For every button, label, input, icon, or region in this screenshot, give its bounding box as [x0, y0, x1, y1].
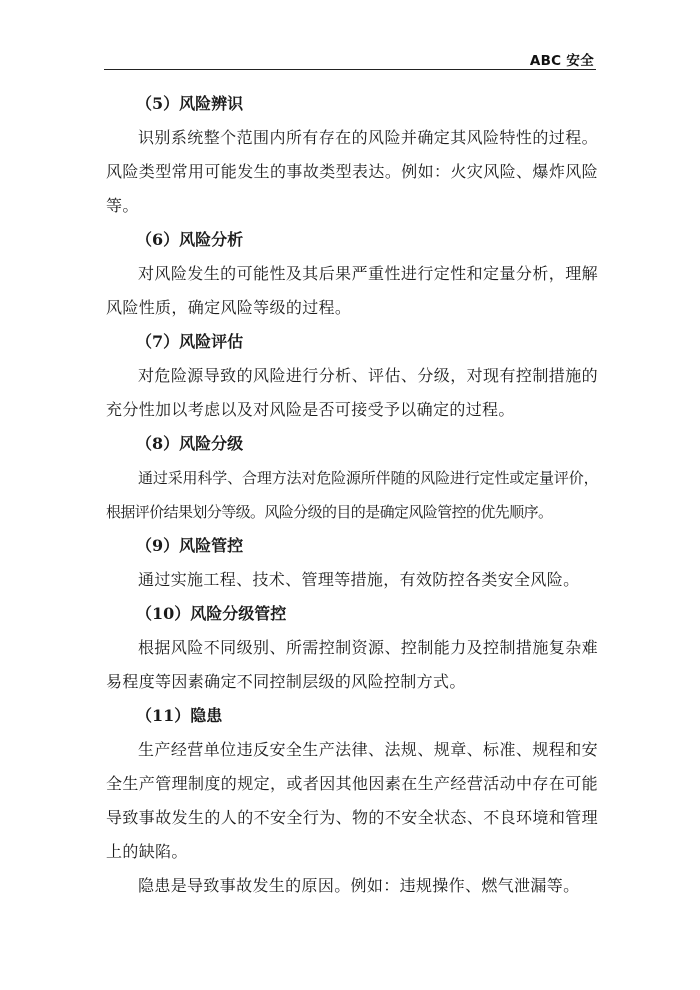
section-risk-assessment: [106, 325, 598, 427]
section-paragraph: 通过实施工程、技术、管理等措施，有效防控各类安全风险。: [138, 570, 580, 589]
section-heading: （11）隐患: [136, 706, 223, 725]
section-risk-analysis: [106, 223, 598, 325]
section-paragraph: 对危险源导致的风险进行分析、评估、分级，对现有控制措施的充分性加以考虑以及对风险是否可接受予以确定的过程。: [106, 366, 598, 419]
section-hidden-hazard: [106, 699, 598, 903]
document-body: [106, 87, 598, 903]
section-heading: （5）风险辨识: [136, 94, 244, 113]
header-rule: [104, 69, 596, 70]
section-paragraph: 通过采用科学、合理方法对危险源所伴随的风险进行定性或定量评价，根据评价结果划分等级。风险分级的目的是确定风险管控的优先顺序。: [106, 469, 598, 521]
section-graded-risk-control: [106, 597, 598, 699]
section-paragraph: 对风险发生的可能性及其后果严重性进行定性和定量分析，理解风险性质，确定风险等级的过程。: [106, 264, 598, 317]
section-paragraph: 根据风险不同级别、所需控制资源、控制能力及控制措施复杂难易程度等因素确定不同控制层级的风险控制方式。: [106, 638, 598, 691]
section-heading: （7）风险评估: [136, 332, 244, 351]
section-paragraph: 生产经营单位违反安全生产法律、法规、规章、标准、规程和安全生产管理制度的规定，或者因其他因素在生产经营活动中存在可能导致事故发生的人的不安全行为、物的不安全状态、不良环境和管理上的缺陷。: [106, 740, 598, 861]
section-risk-identification: [106, 87, 598, 223]
running-header: ABC 安全: [529, 53, 594, 69]
section-heading: （10）风险分级管控: [136, 604, 287, 623]
section-heading: （8）风险分级: [136, 434, 244, 453]
section-paragraph: 识别系统整个范围内所有存在的风险并确定其风险特性的过程。风险类型常用可能发生的事故类型表达。例如：火灾风险、爆炸风险等。: [106, 128, 598, 215]
section-heading: （9）风险管控: [136, 536, 244, 555]
section-risk-control: [106, 529, 598, 597]
section-risk-grading: [106, 427, 598, 529]
section-heading: （6）风险分析: [136, 230, 244, 249]
section-paragraph: 隐患是导致事故发生的原因。例如：违规操作、燃气泄漏等。: [138, 876, 580, 895]
